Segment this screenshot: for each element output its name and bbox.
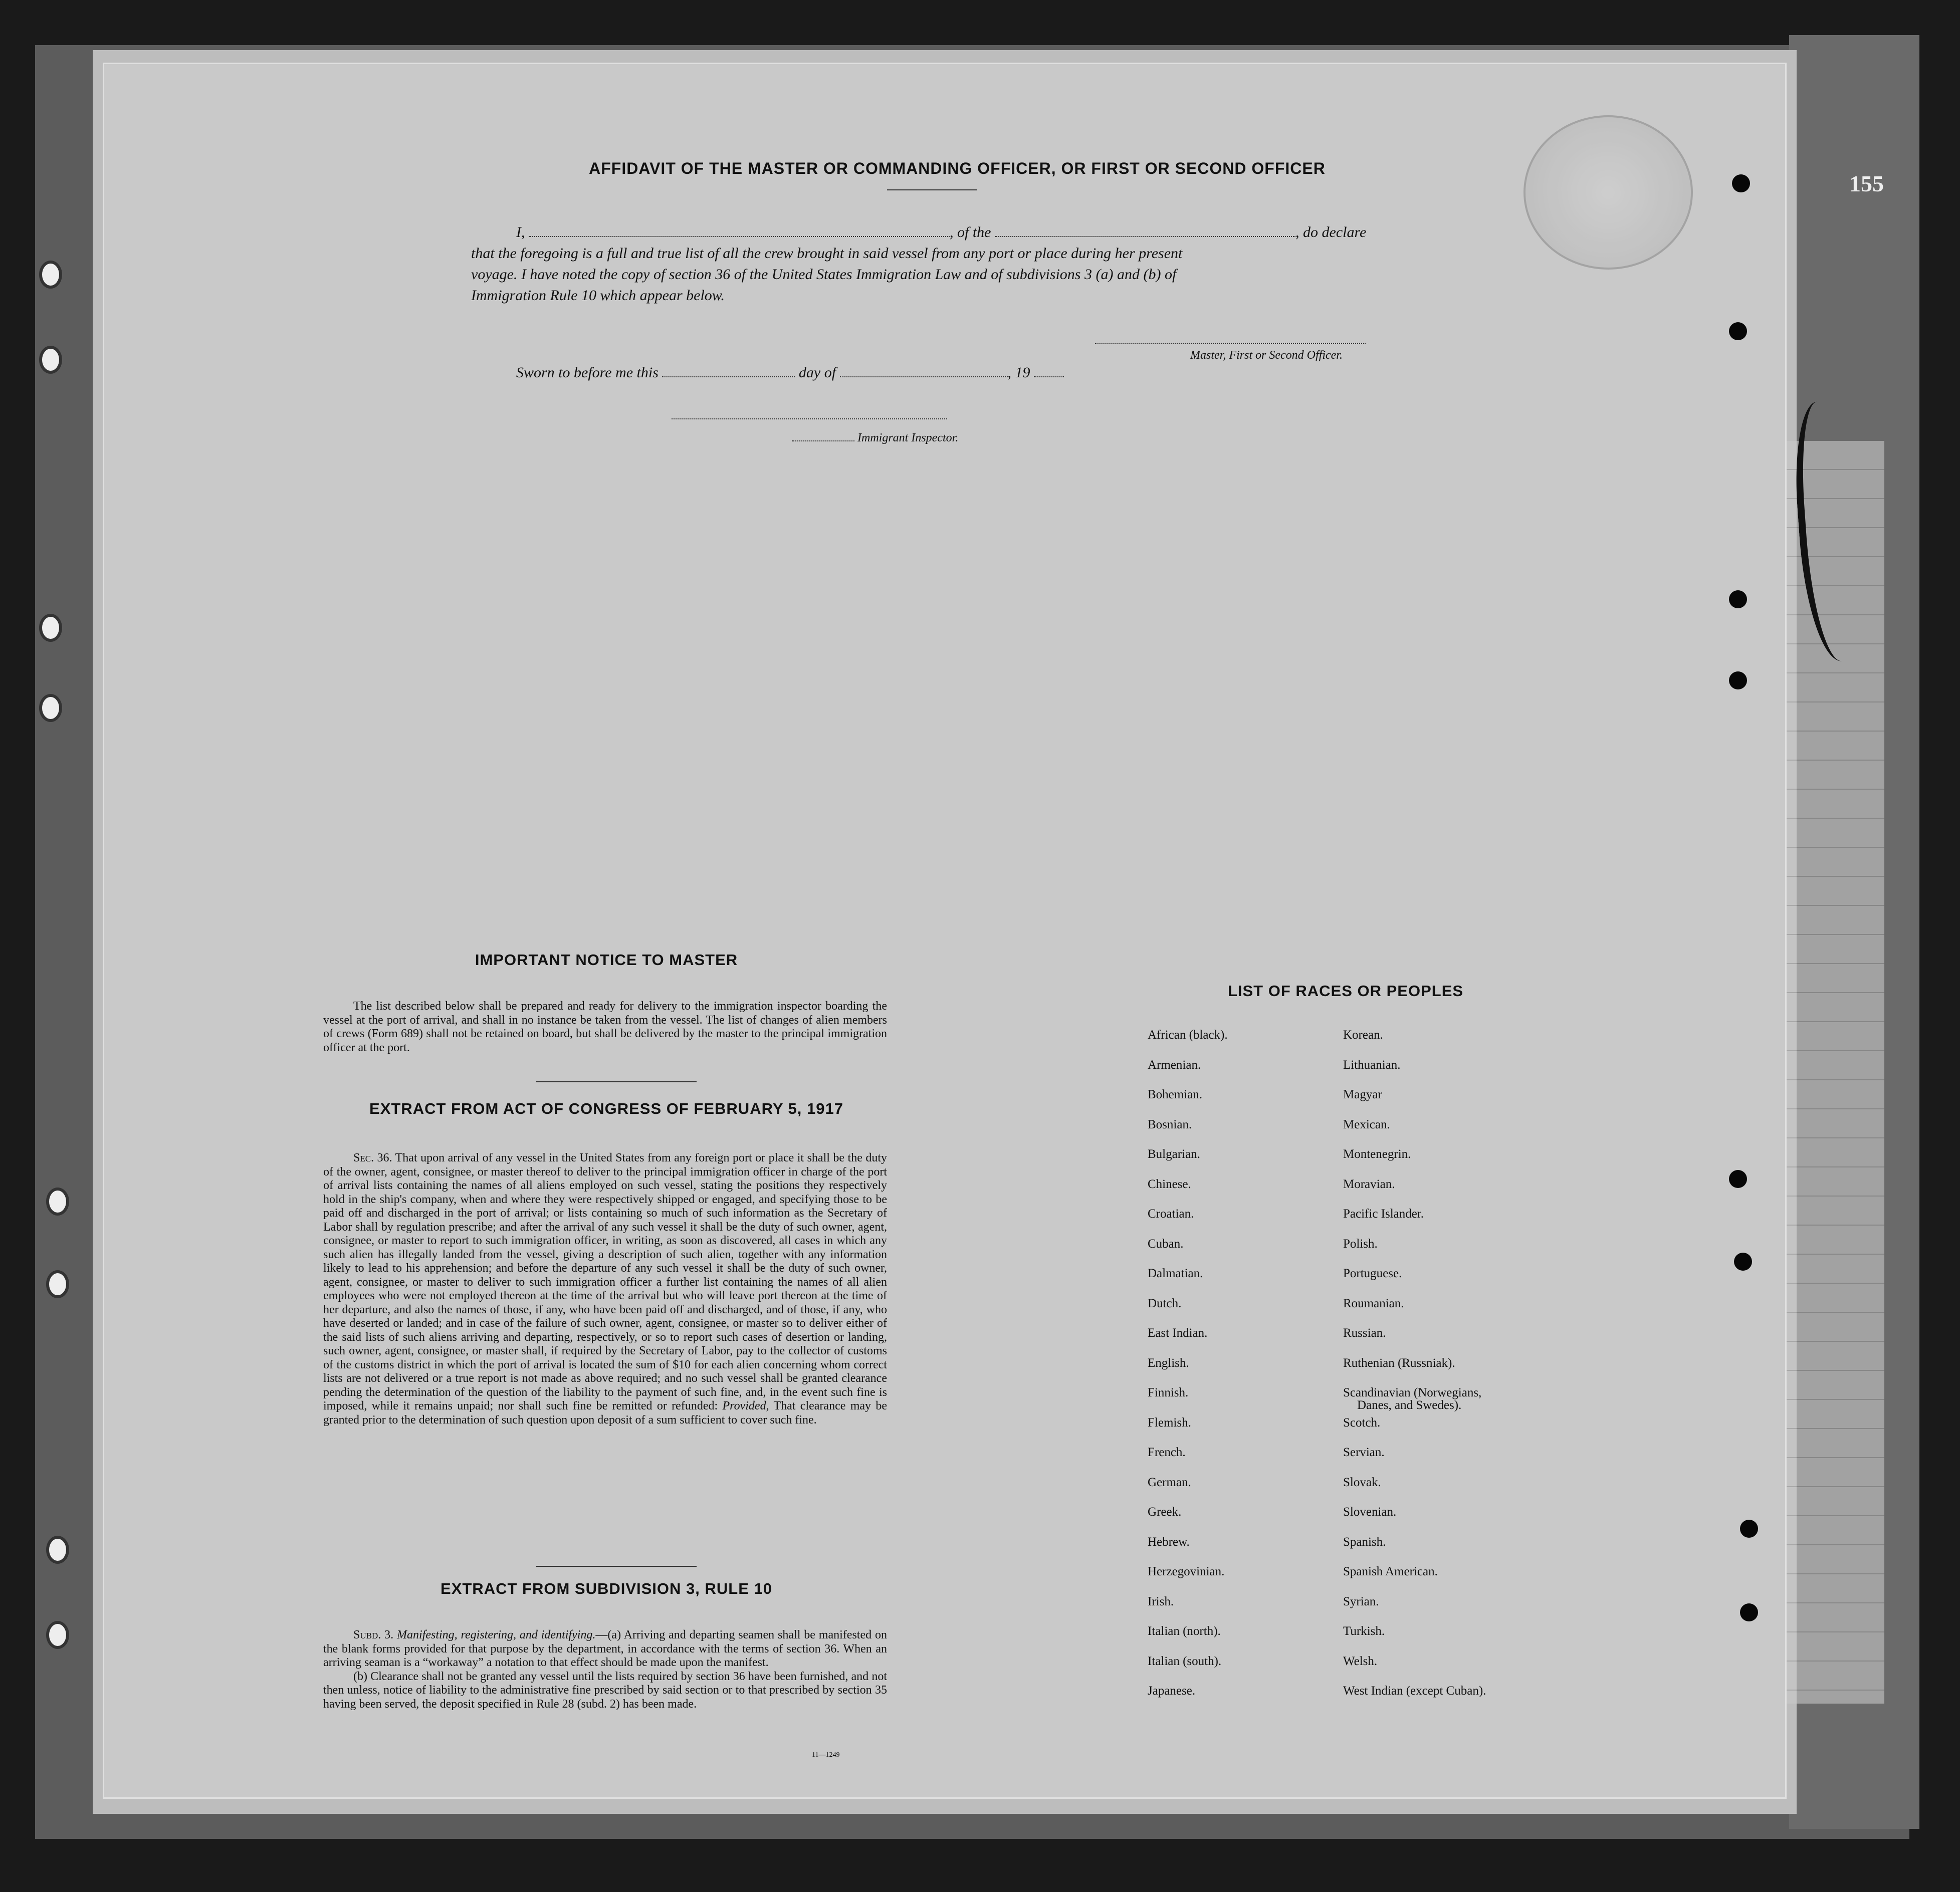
race-item: Scotch. — [1343, 1415, 1381, 1430]
divider — [887, 189, 977, 190]
inspector-label: Immigrant Inspector. — [857, 431, 959, 444]
inspector-signature-line — [672, 418, 947, 419]
race-item: Spanish American. — [1343, 1565, 1438, 1578]
binder-hole — [39, 346, 62, 374]
affidavit-line3: voyage. I have noted the copy of section 36 of the United States Immigration Law and of subdivisions 3 (a) and (b) of — [471, 266, 1177, 283]
race-item: Welsh. — [1343, 1654, 1378, 1668]
race-item: German. — [1148, 1475, 1191, 1489]
race-item: African (black). — [1148, 1028, 1228, 1042]
punch-hole — [1729, 322, 1747, 340]
race-item: Moravian. — [1343, 1177, 1395, 1191]
race-item: Spanish. — [1343, 1535, 1386, 1549]
act-body: That upon arrival of any vessel in the United States from any foreign port or place it shall be the duty of the owner, agent, consignee, or master thereof to deliver to the principal immigration officer in charge of the port of arrival lists containing the names of all aliens employed on such vessel, stating the positions they respectively hold in the ship's company, when and where they were respectively shipped or engaged, and specifying those to be paid off and discharged in the port of arrival; or lists containing so much of such information as the Secretary of Labor shall by regulation prescribe; and after the arrival of any such vessel it shall be the duty of such owner, agent, consignee, or master to report to such immigration officer, in writing, as soon as discovered, all cases in which any such alien has illegally landed from the vessel, giving a description of such alien, together with any information likely to lead to his apprehension; and before the departure of any such vessel it shall be the duty of such owner, agent, consignee, or master to deliver to such immigration officer a further list containing the names of all alien employees who were not employed thereon at the time of the arrival but who will leave port thereon at the time of her departure, and also the names of those, if any, who have been paid off and discharged, and of those, if any, who have deserted or landed; and in case of the failure of such owner, agent, consignee, or master so to deliver either of the said lists of such aliens arriving and departing, respectively, or so to report such cases of desertion or landing, such owner, agent, consignee, or master shall, if required by the Secretary of Labor, pay to the collector of customs of the customs district in which the port of arrival is located the sum of $10 for each alien concerning whom correct lists are not delivered or a true report is not made as above required; and no such vessel shall be granted clearance pending the determination of the question of the liability to the payment of such fine, and, in the event such fine is imposed, while it remains unpaid; nor shall such fine be remitted or refunded: — [323, 1151, 888, 1412]
inspector-blank — [792, 440, 854, 441]
rule-text — [323, 1628, 887, 1711]
binder-hole — [39, 261, 62, 289]
punch-hole — [1740, 1603, 1758, 1621]
race-item: Croatian. — [1148, 1207, 1194, 1221]
affidavit-line4: Immigration Rule 10 which appear below. — [471, 287, 725, 304]
rule-subd-title: Manifesting, registering, and identifying. — [397, 1628, 596, 1641]
race-item: Chinese. — [1148, 1177, 1191, 1191]
sworn-line — [516, 363, 1168, 382]
race-item: Italian (south). — [1148, 1654, 1222, 1668]
race-item: Dalmatian. — [1148, 1267, 1203, 1280]
rule-a-text: —(a) Arriving and departing seamen shall be manifested on the blank forms provided for that purpose by the department, in accordance with the terms of section 36. When an arriving seaman is a “workaway” a notation to that effect should be made upon the manifest. — [323, 1628, 887, 1669]
seal-stamp — [1523, 115, 1693, 270]
notice-paragraph: The list described below shall be prepared and ready for delivery to the immigration inspector boarding the vessel at the port of arrival, and shall in no instance be taken from the vessel. The list of changes of alien members of crews (Form 689) shall not be retained on board, but shall be delivered by the master to the principal immigration officer at the port. — [323, 1000, 887, 1054]
race-item: Ruthenian (Russniak). — [1343, 1356, 1455, 1370]
sworn-month-blank — [840, 376, 1008, 377]
affidavit-do-declare: , do declare — [1295, 224, 1367, 241]
form-number: 11—1249 — [812, 1751, 840, 1759]
race-item: Japanese. — [1148, 1684, 1196, 1698]
race-item: English. — [1148, 1356, 1189, 1370]
punch-hole — [1734, 1253, 1752, 1271]
divider — [536, 1566, 697, 1567]
race-item: Scandinavian (Norwegians, — [1343, 1386, 1482, 1399]
affidavit-line2: that the foregoing is a full and true list of all the crew brought in said vessel from any port or place during her present — [471, 245, 1183, 262]
sworn-label: Sworn to before me this — [516, 364, 659, 381]
affidavit-i: I, — [516, 224, 525, 241]
race-item: Lithuanian. — [1343, 1058, 1401, 1072]
act-paragraph — [323, 1151, 887, 1427]
affidavit-title: AFFIDAVIT OF THE MASTER OR COMMANDING OFFICER, OR FIRST OR SECOND OFFICER — [589, 159, 1326, 177]
race-item-continuation: Danes, and Swedes). — [1357, 1398, 1462, 1412]
race-item: Polish. — [1343, 1237, 1378, 1251]
race-item: Servian. — [1343, 1446, 1385, 1459]
notice-title: IMPORTANT NOTICE TO MASTER — [475, 951, 738, 969]
race-item: Slovak. — [1343, 1475, 1381, 1489]
master-signature-line — [1095, 343, 1366, 344]
divider — [536, 1081, 697, 1082]
race-item: Magyar — [1343, 1088, 1382, 1101]
binder-hole — [46, 1536, 69, 1564]
race-item: Flemish. — [1148, 1415, 1191, 1430]
race-item: Turkish. — [1343, 1624, 1385, 1638]
race-item: Syrian. — [1343, 1594, 1379, 1608]
race-item: Montenegrin. — [1343, 1147, 1411, 1161]
race-item: Finnish. — [1148, 1386, 1189, 1399]
race-item: Dutch. — [1148, 1296, 1182, 1310]
act-title: EXTRACT FROM ACT OF CONGRESS OF FEBRUARY 5, 1917 — [369, 1100, 843, 1117]
race-item: French. — [1148, 1446, 1186, 1459]
page-number: 155 — [1849, 171, 1884, 196]
race-item: Hebrew. — [1148, 1535, 1190, 1549]
rule-subd: Subd. 3. — [353, 1628, 394, 1641]
vessel-blank — [995, 236, 1295, 237]
race-item: Bosnian. — [1148, 1117, 1192, 1131]
year-label: , 19 — [1007, 364, 1030, 381]
day-of-label: day of — [798, 364, 836, 381]
act-text — [323, 1151, 887, 1427]
master-label: Master, First or Second Officer. — [1190, 349, 1343, 362]
race-item: Russian. — [1343, 1326, 1386, 1340]
race-item: Roumanian. — [1343, 1296, 1404, 1310]
binder-hole — [39, 614, 62, 642]
act-body-end: That clearance may be granted prior to the determination of such question upon deposit of a sum sufficient to cover such fine. — [323, 1399, 888, 1427]
race-item: East Indian. — [1148, 1326, 1208, 1340]
act-section: Sec. 36. — [353, 1151, 392, 1164]
sworn-day-blank — [662, 376, 795, 377]
race-item: Greek. — [1148, 1505, 1182, 1519]
race-item: Portuguese. — [1343, 1267, 1402, 1280]
punch-hole — [1729, 671, 1747, 689]
binder-hole — [46, 1270, 69, 1298]
notice-text — [323, 1000, 887, 1055]
race-item: Mexican. — [1343, 1117, 1390, 1131]
binder-hole — [46, 1188, 69, 1216]
race-item: Armenian. — [1148, 1058, 1201, 1072]
races-title: LIST OF RACES OR PEOPLES — [1227, 982, 1464, 1000]
act-provided: Provided, — [722, 1399, 769, 1412]
rule-title: EXTRACT FROM SUBDIVISION 3, RULE 10 — [441, 1580, 772, 1597]
binder-hole — [46, 1621, 69, 1649]
punch-hole — [1729, 590, 1747, 608]
race-item: Bohemian. — [1148, 1088, 1203, 1101]
race-item: Herzegovinian. — [1148, 1565, 1225, 1578]
rule-paragraph-a — [323, 1628, 887, 1670]
punch-hole — [1740, 1520, 1758, 1538]
race-item: Irish. — [1148, 1594, 1174, 1608]
binder-hole — [39, 694, 62, 722]
race-item: Slovenian. — [1343, 1505, 1397, 1519]
race-item: Cuban. — [1148, 1237, 1184, 1251]
race-item: West Indian (except Cuban). — [1343, 1684, 1486, 1698]
affidavit-line1 — [516, 223, 1408, 242]
inspector-line — [792, 428, 958, 447]
name-blank — [529, 236, 950, 237]
sworn-year-blank — [1034, 376, 1064, 377]
rule-paragraph-b: (b) Clearance shall not be granted any vessel until the lists required by section 36 have been furnished, and not then unless, notice of liability to the administrative fine prescribed by said section or to that prescribed by section 35 having been served, the deposit specified in Rule 28 (subd. 2) has been made. — [323, 1670, 887, 1711]
punch-hole — [1732, 174, 1750, 192]
race-item: Italian (north). — [1148, 1624, 1221, 1638]
race-item: Korean. — [1343, 1028, 1383, 1042]
race-item: Bulgarian. — [1148, 1147, 1200, 1161]
document-page — [103, 63, 1787, 1799]
affidavit-of-the: , of the — [950, 224, 991, 241]
punch-hole — [1729, 1170, 1747, 1188]
race-item: Pacific Islander. — [1343, 1207, 1424, 1221]
